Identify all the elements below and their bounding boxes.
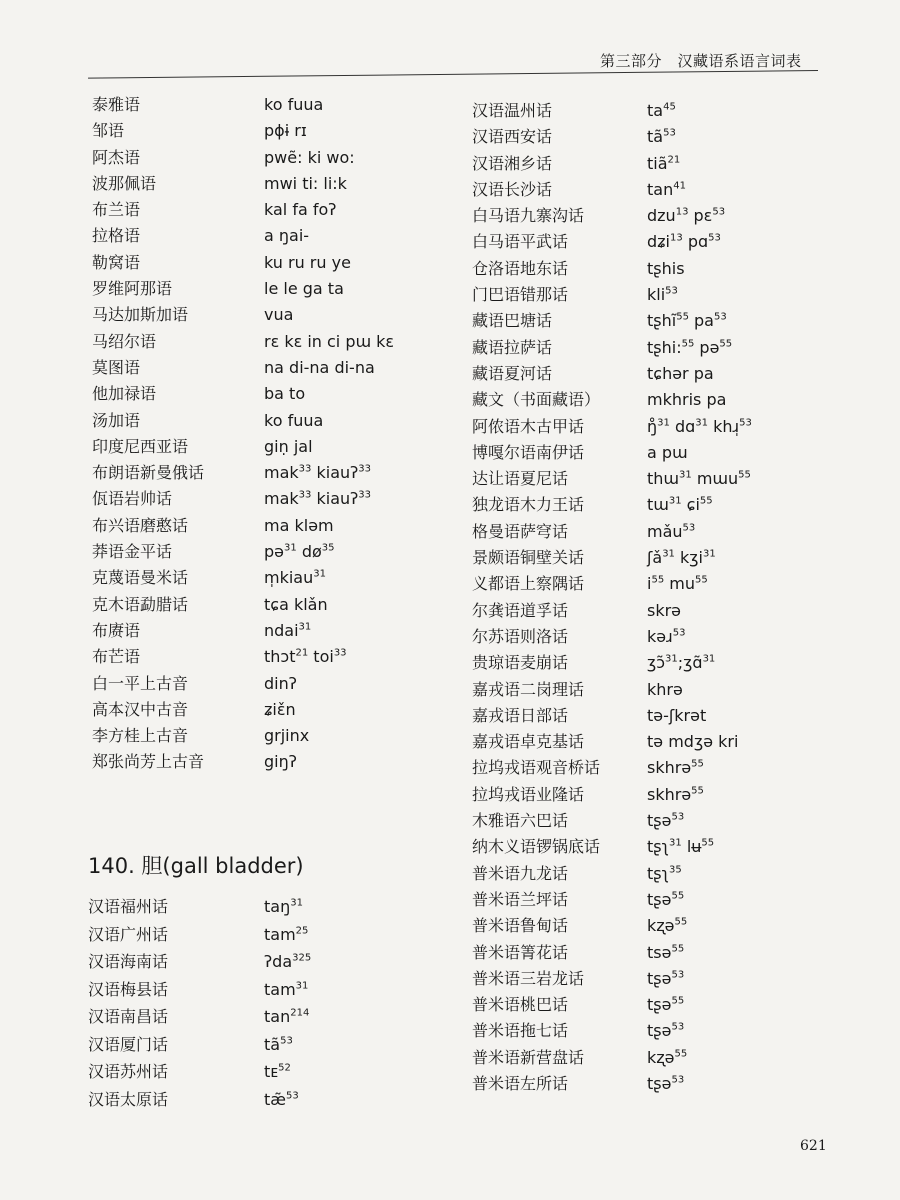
tone-superscript: 31 (665, 653, 678, 665)
entry-row (472, 492, 752, 518)
tone-superscript: 53 (713, 312, 727, 324)
language-name: 门巴语错那话 (472, 285, 569, 305)
tone-superscript: 55 (674, 916, 688, 928)
entry-row (92, 539, 394, 565)
tone-superscript: 55 (671, 995, 685, 1007)
language-name: 马绍尔语 (92, 331, 157, 351)
entry-row (472, 414, 752, 440)
entry-row (472, 1045, 752, 1071)
tone-superscript: 31 (313, 569, 326, 581)
entry-row (472, 308, 752, 334)
tone-superscript: 55 (738, 469, 751, 481)
language-name: 普米语新营盘话 (472, 1047, 585, 1067)
entry-row (88, 1004, 311, 1032)
word-form: $ta^{45}$ (647, 101, 676, 120)
entry-row (472, 624, 752, 650)
language-name: 汉语海南话 (88, 952, 169, 971)
language-name: 独龙语木力王话 (472, 495, 585, 515)
tone-superscript: 33 (298, 463, 312, 475)
entry-row (472, 387, 752, 413)
language-name: 普米语拖七话 (472, 1021, 569, 1041)
tone-superscript: 53 (280, 1035, 293, 1047)
language-name: 博嘎尔语南伊话 (472, 442, 585, 462)
word-form: skrə (647, 600, 682, 620)
language-name: 布朗语新曼俄话 (92, 463, 205, 483)
word-form: pwẽ: ki wo: (264, 147, 355, 167)
tone-superscript: 35 (321, 542, 335, 554)
language-name: 格曼语萨穹话 (472, 521, 569, 541)
language-name: 马达加斯加语 (92, 305, 189, 325)
language-name: 莽语金平话 (92, 542, 173, 562)
entry-row (92, 434, 394, 460)
entry-row (472, 913, 752, 939)
tone-superscript: 53 (663, 127, 676, 139)
entry-row (92, 671, 394, 697)
language-name: 拉坞戎语观音桥话 (472, 758, 601, 778)
language-name: 贵琼语麦崩话 (472, 653, 569, 673)
tone-superscript: 53 (708, 233, 721, 245)
word-form: kʐə$^{55}$ (647, 1047, 688, 1067)
entry-row (92, 618, 394, 644)
tone-superscript: 21 (295, 647, 309, 659)
word-form: tʂʅ$^{31}$ lʉ$^{55}$ (647, 837, 715, 857)
word-form: dinʔ (264, 673, 297, 693)
entry-row (472, 782, 752, 808)
tone-superscript: 55 (719, 338, 733, 350)
tone-superscript: 33 (333, 647, 347, 659)
entry-row (88, 977, 311, 1005)
language-name: 纳木义语锣锅底话 (472, 837, 601, 857)
word-form: ko fuua (264, 95, 324, 114)
word-form: ʃǎ$^{31}$ kʒi$^{31}$ (647, 548, 716, 568)
entry-row (92, 118, 394, 144)
tone-superscript: 45 (663, 101, 676, 113)
tone-superscript: 53 (671, 1022, 685, 1034)
header-rule (88, 70, 818, 79)
word-form: ku ru ru ye (264, 252, 351, 272)
entry-row (88, 1059, 311, 1087)
tone-superscript: 55 (695, 575, 708, 587)
entry-row (92, 749, 394, 775)
word-form: $tã^{53}$ (647, 127, 676, 147)
language-name: 克蔑语曼米话 (92, 568, 189, 588)
tone-superscript: 55 (671, 890, 685, 902)
word-form: $tã^{53}$ (264, 1034, 293, 1054)
language-name: 藏语巴塘话 (472, 311, 553, 331)
word-form: tʂhis (647, 258, 685, 278)
tone-superscript: 31 (679, 469, 692, 481)
word-form: tʂə$^{53}$ (647, 811, 685, 831)
language-name: 莫图语 (92, 357, 141, 377)
entry-row (92, 408, 394, 434)
word-form: pɸɨ rɪ (264, 121, 307, 141)
word-form: $\tan^{214}$ (264, 1007, 310, 1026)
language-name: 藏语拉萨话 (472, 337, 553, 357)
word-form: ʒɔ̃$^{31}$;ʒɑ̃$^{31}$ (647, 653, 716, 673)
word-form: khrə (647, 679, 683, 699)
entry-row (472, 519, 752, 545)
tone-superscript: 53 (682, 522, 696, 534)
word-form: tɕa klǎn (264, 594, 328, 614)
tone-superscript: 214 (290, 1007, 310, 1019)
language-name: 汤加语 (92, 410, 141, 430)
word-form: dʑi$^{13}$ pɑ$^{53}$ (647, 232, 721, 252)
language-name: 高本汉中古音 (92, 699, 189, 719)
word-form: a pɯ (647, 442, 688, 462)
language-name: 汉语苏州话 (88, 1062, 169, 1081)
entry-row (472, 650, 752, 676)
entry-row (472, 571, 752, 597)
entry-row (88, 922, 311, 950)
language-name: 汉语西安话 (472, 127, 553, 147)
language-name: 嘉戎语卓克基话 (472, 732, 585, 752)
word-form: rɛ kɛ in ci pɯ kɛ (264, 331, 395, 351)
entry-row (472, 729, 752, 755)
tone-superscript: 53 (665, 285, 678, 297)
entry-row (472, 361, 752, 387)
page-number: 621 (800, 1138, 827, 1154)
language-name: 嘉戎语二岗理话 (472, 679, 585, 699)
tone-superscript: 21 (667, 154, 681, 166)
entry-row (92, 592, 394, 618)
entry-row (472, 834, 752, 860)
word-form: tʂə$^{55}$ (647, 995, 685, 1015)
tone-superscript: 53 (671, 969, 685, 981)
language-name: 汉语长沙话 (472, 179, 553, 199)
entry-row (472, 124, 752, 150)
entry-row (472, 598, 752, 624)
tone-superscript: 31 (669, 837, 682, 849)
left-column-entries (92, 92, 394, 776)
entry-row (88, 894, 311, 922)
entry-row (472, 861, 752, 887)
entry-row (92, 723, 394, 749)
tone-superscript: 55 (674, 1048, 688, 1060)
entry-row (472, 98, 752, 124)
entry-row (472, 966, 752, 992)
word-form: skhrə$^{55}$ (647, 758, 704, 778)
word-form: ʔda$^{325}$ (264, 952, 312, 971)
left-column-section-entries (88, 894, 311, 1114)
word-form: tᴇ$^{52}$ (264, 1062, 291, 1081)
word-form: ʑiɛ̌n (264, 699, 296, 719)
word-form: grjinx (264, 726, 310, 746)
entry-row (472, 335, 752, 361)
word-form: tʂə$^{53}$ (647, 1021, 685, 1041)
tone-superscript: 13 (675, 206, 689, 218)
language-name: 邹语 (92, 121, 125, 141)
running-header: 第三部分 汉藏语系语言词表 (600, 52, 802, 70)
tone-superscript: 31 (702, 653, 716, 665)
language-name: 泰雅语 (92, 95, 141, 114)
language-name: 他加禄语 (92, 384, 157, 404)
word-form: thɔt$^{21}$ toi$^{33}$ (264, 647, 347, 667)
word-form: tæ̃$^{53}$ (264, 1089, 299, 1109)
entry-row (92, 329, 394, 355)
word-form: tam$^{31}$ (264, 979, 309, 999)
language-name: 汉语广州话 (88, 924, 169, 944)
language-name: 汉语温州话 (472, 101, 553, 120)
tone-superscript: 31 (290, 897, 303, 909)
entry-row (88, 1032, 311, 1060)
word-form: kal fa foʔ (264, 200, 337, 220)
language-name: 藏语夏河话 (472, 363, 553, 383)
word-form: kli$^{53}$ (647, 285, 678, 305)
language-name: 普米语三岩龙话 (472, 968, 585, 988)
word-form: ndai$^{31}$ (264, 620, 312, 640)
language-name: 普米语鲁甸话 (472, 916, 569, 936)
tone-superscript: 53 (672, 627, 686, 639)
entry-row (472, 466, 752, 492)
entry-row (92, 565, 394, 591)
word-form: tə mdʒə kri (647, 732, 739, 752)
language-name: 普米语左所话 (472, 1073, 569, 1093)
entry-row (472, 229, 752, 255)
language-name: 布兴语磨憨话 (92, 515, 189, 535)
word-form: mkhris pa (647, 390, 727, 410)
tone-superscript: 31 (695, 417, 709, 429)
entry-row (92, 644, 394, 670)
entry-row (92, 460, 394, 486)
right-column-entries (472, 98, 752, 1097)
word-form: ba to (264, 384, 306, 404)
entry-row (472, 992, 752, 1018)
entry-row (92, 92, 394, 118)
word-form: na di-na di-na (264, 357, 375, 377)
tone-superscript: 53 (739, 417, 752, 429)
entry-row (92, 381, 394, 407)
word-form: tʂʅ$^{35}$ (647, 863, 682, 883)
entry-row (92, 145, 394, 171)
entry-row (472, 755, 752, 781)
entry-row (92, 197, 394, 223)
language-name: 郑张尚芳上古音 (92, 752, 205, 772)
tone-superscript: 33 (358, 463, 372, 475)
entry-row (472, 440, 752, 466)
word-form: m̩kiau$^{31}$ (264, 568, 326, 588)
tone-superscript: 53 (712, 206, 726, 218)
language-name: 白马语平武话 (472, 232, 569, 252)
entry-row (92, 697, 394, 723)
word-form: vua (264, 305, 294, 325)
tone-superscript: 55 (699, 496, 713, 508)
entry-row (88, 949, 311, 977)
language-name: 普米语九龙话 (472, 863, 569, 883)
word-form: taŋ$^{31}$ (264, 897, 303, 916)
word-form: le le ga ta (264, 279, 344, 299)
entry-row (92, 171, 394, 197)
entry-row (92, 355, 394, 381)
word-form: ma kləm (264, 515, 334, 535)
tone-superscript: 31 (298, 621, 312, 633)
language-name: 景颇语铜壁关话 (472, 548, 585, 568)
language-name: 白一平上古音 (92, 673, 189, 693)
language-name: 阿侬语木古甲话 (472, 416, 585, 436)
language-name: 普米语箐花话 (472, 942, 569, 962)
word-form: tʂhĩ$^{55}$ $pa^{53}$ (647, 311, 727, 331)
language-name: 汉语厦门话 (88, 1034, 169, 1054)
tone-superscript: 55 (671, 943, 685, 955)
word-form: tʂə$^{55}$ (647, 889, 685, 909)
tone-superscript: 31 (662, 548, 675, 560)
tone-superscript: 25 (295, 925, 309, 937)
entry-row (92, 250, 394, 276)
language-name: 印度尼西亚语 (92, 436, 189, 456)
entry-row (472, 940, 752, 966)
word-form: $i^{55}$ $mu^{55}$ (647, 574, 708, 594)
word-form: kʐə$^{55}$ (647, 916, 688, 936)
word-form: kəɹ$^{53}$ (647, 626, 686, 646)
entry-row (92, 513, 394, 539)
word-form: tɕhər pa (647, 363, 714, 383)
tone-superscript: 55 (691, 785, 704, 797)
language-name: 拉坞戎语业隆话 (472, 784, 585, 804)
word-form: ŋ̊$^{31}$ dɑ$^{31}$ khɹ̩$^{53}$ (647, 416, 752, 436)
word-form: ko fuua (264, 410, 324, 430)
word-form: tsə$^{55}$ (647, 942, 685, 962)
language-name: 普米语兰坪话 (472, 889, 569, 909)
language-name: 李方桂上古音 (92, 726, 189, 746)
tone-superscript: 33 (298, 490, 312, 502)
language-name: 白马语九寨沟话 (472, 206, 585, 226)
word-form: thɯ$^{31}$ mɯu$^{55}$ (647, 469, 751, 489)
tone-superscript: 52 (278, 1062, 291, 1074)
entry-row (92, 223, 394, 249)
entry-row (472, 282, 752, 308)
entry-row (92, 276, 394, 302)
tone-superscript: 33 (358, 490, 372, 502)
tone-superscript: 53 (671, 811, 685, 823)
language-name: 布赓语 (92, 620, 141, 640)
language-name: 汉语福州话 (88, 897, 169, 916)
language-name: 尔龚语道孚话 (472, 600, 569, 620)
language-name: 拉格语 (92, 226, 141, 246)
word-form: tə-ʃkrət (647, 705, 707, 725)
language-name: 阿杰语 (92, 147, 141, 167)
tone-superscript: 41 (673, 180, 686, 192)
language-name: 克木语勐腊话 (92, 594, 189, 614)
tone-superscript: 35 (669, 864, 682, 876)
entry-row (472, 887, 752, 913)
language-name: 义都语上察隅话 (472, 574, 585, 594)
word-form: skhrə$^{55}$ (647, 784, 704, 804)
tone-superscript: 55 (651, 575, 665, 587)
word-form: tʂhi:$^{55}$ pə$^{55}$ (647, 337, 733, 357)
language-name: 嘉戎语日部话 (472, 705, 569, 725)
word-form: giŋʔ (264, 752, 297, 772)
language-name: 尔苏语则洛话 (472, 626, 569, 646)
tone-superscript: 31 (657, 417, 670, 429)
word-form: giṇ jal (264, 436, 313, 456)
tone-superscript: 55 (701, 837, 715, 849)
language-name: 勒窝语 (92, 252, 141, 272)
entry-row (472, 545, 752, 571)
language-name: 汉语梅县话 (88, 979, 169, 999)
tone-superscript: 55 (691, 759, 704, 771)
entry-row (472, 1071, 752, 1097)
language-name: 汉语太原话 (88, 1089, 169, 1109)
language-name: 汉语南昌话 (88, 1007, 169, 1026)
entry-row (92, 486, 394, 512)
entry-row (472, 151, 752, 177)
language-name: 藏文（书面藏语） (472, 390, 601, 410)
word-form: pə$^{31}$ $dø^{35}$ (264, 542, 335, 562)
entry-row (472, 203, 752, 229)
entry-row (472, 177, 752, 203)
entry-row (472, 808, 752, 834)
word-form: a ŋai- (264, 226, 310, 246)
tone-superscript: 325 (292, 952, 312, 964)
tone-superscript: 31 (284, 542, 297, 554)
section-title: 140. 胆(gall bladder) (88, 854, 304, 878)
word-form: tam$^{25}$ (264, 924, 309, 944)
language-name: 布芒语 (92, 647, 141, 667)
language-name: 佤语岩帅话 (92, 489, 173, 509)
tone-superscript: 31 (702, 548, 716, 560)
word-form: mwi ti: li:k (264, 173, 347, 193)
entry-row (92, 302, 394, 328)
entry-row (472, 256, 752, 282)
language-name: 罗维阿那语 (92, 279, 173, 299)
language-name: 木雅语六巴话 (472, 811, 569, 831)
word-form: tiã$^{21}$ (647, 153, 681, 173)
word-form: mǎu$^{53}$ (647, 521, 696, 541)
language-name: 汉语湘乡话 (472, 153, 553, 173)
tone-superscript: 55 (681, 338, 695, 350)
language-name: 达让语夏尼话 (472, 469, 569, 489)
language-name: 普米语桃巴话 (472, 995, 569, 1015)
entry-row (472, 703, 752, 729)
word-form: tɯ$^{31}$ ɕi$^{55}$ (647, 495, 713, 515)
entry-row (472, 677, 752, 703)
word-form: mak$^{33}$ kiauʔ$^{33}$ (264, 489, 372, 509)
language-name: 仓洛语地东话 (472, 258, 569, 278)
word-form: $\tan^{41}$ (647, 179, 686, 199)
tone-superscript: 53 (285, 1090, 299, 1102)
tone-superscript: 31 (668, 496, 682, 508)
entry-row (472, 1018, 752, 1044)
word-form: mak$^{33}$ kiauʔ$^{33}$ (264, 463, 372, 483)
word-form: dzu$^{13}$ pɛ$^{53}$ (647, 206, 726, 226)
word-form: tʂə$^{53}$ (647, 1073, 685, 1093)
language-name: 布兰语 (92, 200, 141, 220)
tone-superscript: 53 (671, 1074, 685, 1086)
word-form: tʂə$^{53}$ (647, 968, 685, 988)
language-name: 波那佩语 (92, 173, 157, 193)
tone-superscript: 13 (670, 233, 683, 245)
tone-superscript: 55 (676, 312, 689, 324)
tone-superscript: 31 (295, 980, 309, 992)
entry-row (88, 1087, 311, 1115)
